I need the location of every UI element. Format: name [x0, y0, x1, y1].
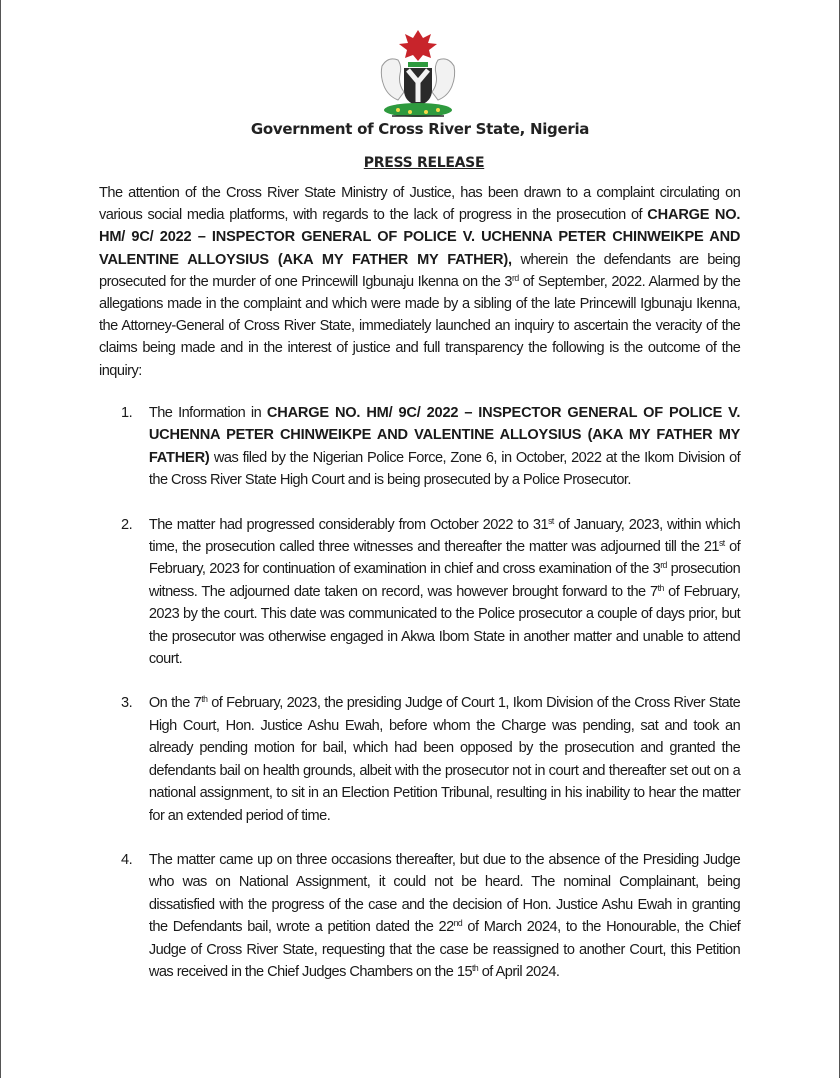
- charge-reference: CHARGE NO. HM/ 9C/ 2022 – INSPECTOR GENERAL OF POLICE V. UCHENNA PETER CHINWEIKPE AND VALENTINE ALLOYSIUS (AKA MY FATHER MY FATHER),: [99, 206, 741, 268]
- government-title: Government of Cross River State, Nigeria: [250, 120, 590, 138]
- intro-paragraph: The attention of the Cross River State Ministry of Justice, has been drawn to a complaint circulating on various social media platforms, with regards to the lack of progress in the prosecution of CHARGE NO. HM/ 9C/ 2022 – INSPECTOR GENERAL OF POLICE V. UCHENNA PETER CHINWEIKPE AND VALENTINE ALLOYSIUS (AKA MY FATHER MY FATHER), wherein the defendants are being prosecuted for the murder of one Princewill Igbunaju Ikenna on the 3rd of September, 2022. Alarmed by the allegations made in the complaint and which were made by a sibling of the late Princewill Igbunaju Ikenna, the Attorney-General of Cross River State, immediately launched an inquiry to ascertain the veracity of the claims being made and in the interest of justice and full transparency the following is the outcome of the inquiry:: [99, 184, 741, 379]
- findings-list: [121, 402, 740, 983]
- press-release-title: PRESS RELEASE: [363, 155, 485, 171]
- nigeria-coat-of-arms-icon: [368, 28, 468, 120]
- list-item: 2. The matter had progressed considerably from October 2022 to 31st of January, 2023, within which time, the prosecution called three witnesses and thereafter the matter was adjourned till the 21st of February, 2023 for continuation of examination in chief and cross examination of the 3rd prosecution witness. The adjourned date taken on record, was however brought forward to the 7th of February, 2023 by the court. This date was communicated to the Police prosecutor a couple of days prior, but the prosecutor was otherwise engaged in Akwa Ibom State in another matter and unable to attend court.: [121, 515, 741, 668]
- list-item: 1. The Information in CHARGE NO. HM/ 9C/ 2022 – INSPECTOR GENERAL OF POLICE V. UCHENNA PETER CHINWEIKPE AND VALENTINE ALLOYSIUS (AKA MY FATHER MY FATHER) was filed by the Nigerian Police Force, Zone 6, in October, 2022 at the Ikom Division of the Cross River State High Court and is being prosecuted by a Police Prosecutor.: [121, 404, 741, 489]
- list-item: 3. On the 7th of February, 2023, the presiding Judge of Court 1, Ikom Division of the Cross River State High Court, Hon. Justice Ashu Ewah, before whom the Charge was pending, sat and took an already pending motion for bail, which had been opposed by the prosecution and granted the defendants bail on health grounds, albeit with the prosecutor not in court and thereafter set out on a national assignment, to sit in an Election Petition Tribunal, resulting in his inability to hear the matter for an extended period of time.: [121, 694, 741, 824]
- list-item: 4. The matter came up on three occasions thereafter, but due to the absence of the Presiding Judge who was on National Assignment, it could not be heard. The nominal Complainant, being dissatisfied with the progress of the case and the decision of Hon. Justice Ashu Ewah in granting the Defendants bail, wrote a petition dated the 22nd of March 2024, to the Honourable, the Chief Judge of Cross River State, requesting that the case be reassigned to another Court, this Petition was received in the Chief Judges Chambers on the 15th of April 2024.: [121, 850, 741, 980]
